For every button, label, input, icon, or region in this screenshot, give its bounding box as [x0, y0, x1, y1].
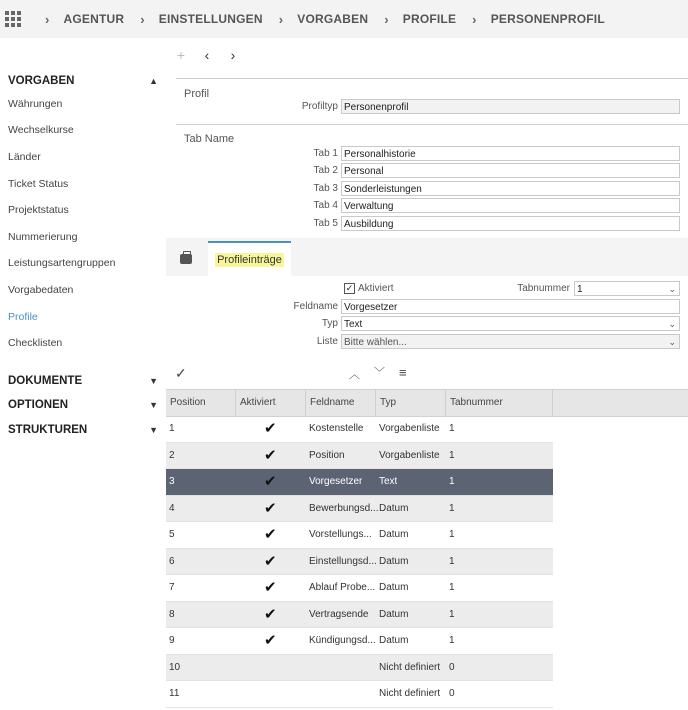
cell-feldname: Ablauf Probe...	[309, 582, 376, 593]
checkmark-icon: ✔	[264, 605, 277, 623]
divider	[176, 124, 688, 125]
checkmark-icon: ✔	[264, 552, 277, 570]
tab-profileintraege[interactable]	[208, 241, 291, 276]
table-row[interactable]	[166, 469, 553, 496]
cell-tabnummer: 1	[449, 555, 455, 567]
cell-position: 10	[169, 661, 181, 673]
typ-label: Typ	[321, 318, 338, 329]
profiltyp-field[interactable]: Personenprofil	[341, 99, 680, 114]
checkmark-icon: ✔	[264, 473, 277, 490]
aktiviert-label: Aktiviert	[358, 283, 394, 294]
cell-tabnummer: 0	[449, 688, 455, 699]
cell-position: 2	[169, 449, 175, 461]
sidebar-item-projektstatus[interactable]: Projektstatus	[8, 204, 69, 216]
feldname-field[interactable]: Vorgesetzer	[341, 299, 680, 314]
menu-icon[interactable]: ≡	[399, 365, 407, 380]
cell-position: 1	[169, 423, 175, 434]
section-title-profil: Profil	[184, 88, 210, 100]
sidebar-item-checklisten[interactable]: Checklisten	[8, 337, 63, 349]
table-row[interactable]	[166, 443, 553, 470]
cell-feldname: Bewerbungsd...	[309, 502, 379, 514]
cell-tabnummer: 1	[449, 582, 455, 593]
checkmark-icon: ✔	[264, 420, 277, 437]
next-button[interactable]: ›	[230, 47, 236, 63]
column-header-aktiviert[interactable]: Aktiviert	[236, 390, 306, 416]
sidebar-section-vorgaben[interactable]	[8, 75, 158, 87]
checkmark-icon: ✔	[264, 632, 277, 649]
table-row[interactable]	[166, 416, 553, 443]
cell-typ: Datum	[379, 608, 409, 620]
table-row[interactable]	[166, 549, 553, 576]
cell-tabnummer: 1	[449, 502, 455, 514]
breadcrumb-einstellungen[interactable]: › EINSTELLUNGEN	[140, 11, 263, 27]
tab4-field[interactable]: Verwaltung	[341, 198, 680, 213]
sidebar-item-ticket-status[interactable]: Ticket Status	[8, 178, 69, 190]
cell-typ: Datum	[379, 582, 409, 593]
table-row[interactable]	[166, 602, 553, 629]
cell-position: 3	[169, 476, 175, 487]
cell-position: 8	[169, 608, 175, 620]
cell-feldname: Einstellungsd...	[309, 555, 377, 567]
checkmark-icon: ✔	[264, 499, 277, 517]
tabnummer-value: 1	[577, 284, 583, 295]
cell-tabnummer: 1	[449, 423, 455, 434]
chevron-down-icon: ⌄	[668, 337, 676, 347]
cell-feldname: Kündigungsd...	[309, 635, 376, 646]
section-title: OPTIONEN	[8, 399, 69, 411]
chevron-right-icon: ›	[278, 11, 284, 27]
main-content	[166, 38, 688, 710]
column-header-position[interactable]: Position	[166, 390, 236, 416]
section-title: DOKUMENTE	[8, 375, 83, 387]
sidebar-section-dokumente[interactable]	[8, 375, 158, 387]
table-row[interactable]	[166, 628, 553, 655]
tab5-label: Tab 5	[313, 218, 338, 229]
sidebar-item-nummerierung[interactable]: Nummerierung	[8, 231, 78, 243]
tab3-field[interactable]: Sonderleistungen	[341, 181, 680, 196]
chevron-right-icon: ›	[45, 11, 50, 27]
cell-feldname: Kostenstelle	[309, 423, 364, 434]
move-down-icon[interactable]: ﹀	[374, 367, 385, 379]
liste-select[interactable]	[341, 334, 680, 349]
chevron-down-icon: ▼	[149, 425, 158, 435]
tab1-field[interactable]: Personalhistorie	[341, 146, 680, 161]
section-title: VORGABEN	[8, 75, 75, 87]
move-up-icon[interactable]: ︿	[349, 369, 360, 381]
checkmark-icon[interactable]: ✓	[175, 365, 187, 381]
typ-value: Text	[344, 319, 363, 330]
breadcrumb-profile[interactable]: › PROFILE	[384, 11, 457, 27]
chevron-right-icon: ›	[384, 11, 389, 27]
tab-label: Profileinträge	[217, 253, 282, 266]
sidebar-section-optionen[interactable]	[8, 399, 158, 411]
breadcrumb-vorgaben[interactable]: › VORGABEN	[278, 11, 369, 27]
sidebar	[0, 38, 167, 710]
cell-tabnummer: 1	[449, 635, 455, 646]
chevron-down-icon: ⌄	[668, 284, 676, 294]
column-header-typ[interactable]: Typ	[376, 390, 446, 416]
cell-tabnummer: 1	[449, 449, 455, 461]
cell-typ: Datum	[379, 529, 409, 540]
feldname-label: Feldname	[293, 301, 338, 312]
cell-position: 4	[169, 502, 175, 514]
cell-position: 9	[169, 635, 175, 646]
top-bar	[0, 0, 688, 39]
typ-select[interactable]	[341, 316, 680, 331]
sidebar-item-profile[interactable]: Profile	[8, 311, 38, 323]
checkmark-icon: ✔	[264, 579, 277, 596]
table-row[interactable]	[166, 681, 553, 708]
table-row[interactable]	[166, 575, 553, 602]
cell-feldname: Vorgesetzer	[309, 476, 363, 487]
tab4-label: Tab 4	[313, 200, 338, 211]
cell-position: 7	[169, 582, 175, 593]
cell-typ: Text	[379, 476, 398, 487]
cell-tabnummer: 1	[449, 608, 455, 620]
tab3-label: Tab 3	[313, 183, 338, 194]
liste-label: Liste	[316, 336, 338, 347]
add-button[interactable]: +	[176, 47, 186, 63]
cell-tabnummer: 1	[449, 529, 455, 540]
app-grid-icon[interactable]	[5, 11, 23, 27]
column-header-feldname[interactable]: Feldname	[306, 390, 376, 416]
grid-header	[166, 389, 688, 417]
cell-typ: Datum	[379, 555, 409, 567]
checkmark-icon: ✔	[264, 446, 277, 464]
sidebar-item-waehrungen[interactable]: Währungen	[8, 98, 63, 110]
previous-button[interactable]: ‹	[204, 47, 210, 63]
tab5-field[interactable]: Ausbildung	[341, 216, 680, 231]
table-row[interactable]	[166, 496, 553, 523]
profiltyp-label: Profiltyp	[301, 101, 338, 112]
chevron-down-icon: ▼	[149, 400, 158, 410]
divider	[176, 78, 688, 79]
tab2-label: Tab 2	[313, 165, 338, 176]
table-row[interactable]	[166, 522, 553, 549]
sidebar-item-leistungsartengruppen[interactable]: Leistungsartengruppen	[8, 257, 116, 269]
chevron-right-icon: ›	[472, 11, 477, 27]
cell-feldname: Vertragsende	[309, 608, 369, 620]
briefcase-icon[interactable]	[180, 254, 192, 264]
toolbar	[166, 38, 688, 72]
cell-typ: Vorgabenliste	[379, 423, 440, 434]
cell-feldname: Position	[309, 449, 345, 461]
table-row[interactable]	[166, 655, 553, 682]
tab1-label: Tab 1	[313, 148, 338, 159]
chevron-right-icon: ›	[140, 11, 145, 27]
sidebar-section-strukturen[interactable]	[8, 424, 158, 436]
cell-typ: Datum	[379, 635, 409, 646]
breadcrumb-personenprofil[interactable]: › PERSONENPROFIL	[472, 11, 605, 27]
cell-feldname: Vorstellungs...	[309, 529, 372, 540]
chevron-down-icon: ▼	[149, 376, 158, 386]
cell-position: 6	[169, 555, 175, 567]
cell-typ: Vorgabenliste	[379, 449, 440, 461]
cell-typ: Datum	[379, 502, 409, 514]
column-header-tabnummer[interactable]: Tabnummer	[446, 390, 553, 416]
section-title-tab-name: Tab Name	[184, 133, 235, 145]
cell-typ: Nicht definiert	[379, 661, 441, 673]
sidebar-item-vorgabedaten[interactable]: Vorgabedaten	[8, 284, 74, 296]
aktiviert-checkbox[interactable]: ✓	[345, 283, 354, 293]
tabnummer-label: Tabnummer	[517, 283, 570, 294]
breadcrumb-agentur[interactable]: › AGENTUR	[45, 11, 125, 27]
cell-tabnummer: 0	[449, 661, 455, 673]
cell-position: 11	[169, 688, 180, 699]
tab2-field[interactable]: Personal	[341, 163, 680, 178]
tabnummer-select[interactable]	[574, 281, 680, 296]
cell-typ: Nicht definiert	[379, 688, 441, 699]
liste-value: Bitte wählen...	[344, 337, 407, 348]
section-title: STRUKTUREN	[8, 424, 88, 436]
checkmark-icon: ✔	[264, 526, 277, 543]
chevron-down-icon: ⌄	[668, 319, 676, 329]
cell-position: 5	[169, 529, 175, 540]
sidebar-item-wechselkurse[interactable]: Wechselkurse	[8, 124, 74, 136]
cell-tabnummer: 1	[449, 476, 455, 487]
chevron-up-icon: ▲	[149, 76, 158, 86]
sidebar-item-laender[interactable]: Länder	[8, 151, 41, 163]
